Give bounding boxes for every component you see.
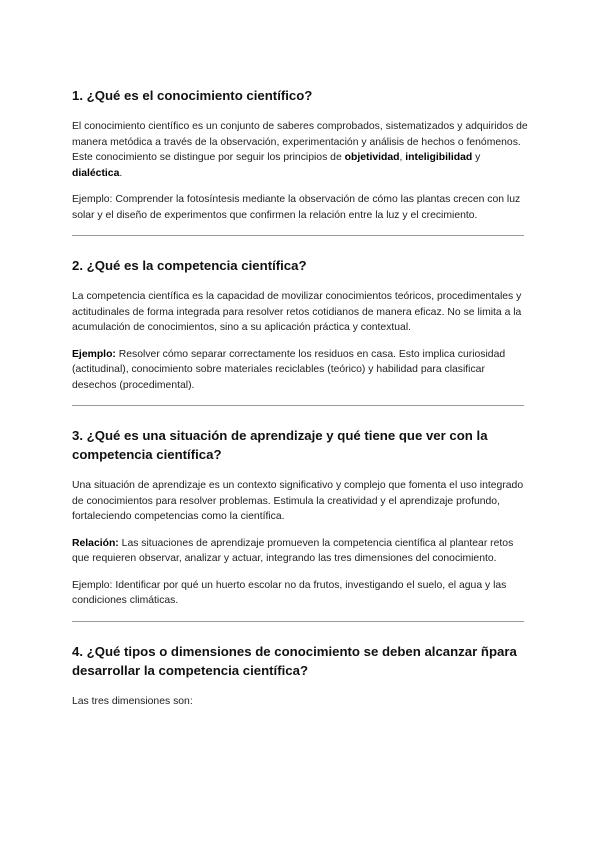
section-divider: [72, 235, 524, 236]
document-content: [72, 86, 528, 720]
section-2-paragraph-example: [72, 347, 528, 394]
section-4-paragraph-intro: Las tres dimensiones son:: [72, 695, 193, 707]
relation-label: Relación:: [72, 537, 119, 549]
principle-objetividad: objetividad: [344, 152, 400, 163]
section-3-paragraph-relation: [72, 536, 528, 567]
section-1: [72, 86, 528, 223]
section-2: [72, 256, 528, 393]
section-1-definition-text: El conocimiento científico es un conjunto de saberes comprobados, sistematizados y adquiridos de manera metódica a través de la observación, experimentación y análisis de hechos o fenómenos. Este conocimiento se distingue por seguir los principios de: [72, 121, 528, 163]
section-3-title: 3. ¿Qué es una situación de aprendizaje y qué tiene que ver con la competencia científica?: [72, 428, 488, 462]
sentence-end: .: [119, 167, 123, 179]
section-4: [72, 642, 528, 710]
section-1-paragraph-definition: [72, 119, 528, 181]
section-1-paragraph-example: Ejemplo: Comprender la fotosíntesis mediante la observación de cómo las plantas crecen con luz solar y el diseño de experimentos que confirmen la relación entre la luz y el crecimiento.: [72, 194, 521, 221]
principle-dialectica: dialéctica: [72, 167, 120, 179]
section-divider: [72, 405, 524, 406]
relation-text: Las situaciones de aprendizaje promueven la competencia científica al plantear retos que requieren observar, analizar y actuar, integrando las tres dimensiones del conocimiento.: [72, 537, 514, 564]
section-2-paragraph-definition: La competencia científica es la capacidad de movilizar conocimientos teóricos, procedimentales y actitudinales de forma integrada para resolver retos cotidianos de manera eficaz. No se limita a la acumulación de conocimientos, sino a su aplicación práctica y contextual.: [72, 291, 522, 333]
principle-inteligibilidad: inteligibilidad: [405, 152, 473, 163]
section-1-title: 1. ¿Qué es el conocimiento científico?: [72, 88, 313, 103]
section-2-title: 2. ¿Qué es la competencia científica?: [72, 258, 307, 273]
separator-y: y: [472, 152, 481, 163]
example-text: Resolver cómo separar correctamente los residuos en casa. Esto implica curiosidad (actitudinal), conocimiento sobre materiales reciclables (teórico) y habilidad para clasificar desechos (procedimental).: [72, 348, 506, 391]
section-3: [72, 426, 528, 609]
separator-comma: ,: [399, 152, 406, 163]
section-3-paragraph-example: Ejemplo: Identificar por qué un huerto escolar no da frutos, investigando el suelo, el agua y las condiciones climáticas.: [72, 579, 507, 606]
example-label: Ejemplo:: [72, 348, 116, 360]
section-divider: [72, 621, 524, 622]
section-3-paragraph-definition: Una situación de aprendizaje es un contexto significativo y complejo que fomenta el uso integrado de conocimientos para resolver problemas. Estimula la creatividad y el aprendizaje profundo, fortaleciendo competencias como la científica.: [72, 480, 524, 522]
section-4-title: 4. ¿Qué tipos o dimensiones de conocimiento se deben alcanzar ñpara desarrollar la competencia científica?: [72, 643, 517, 678]
